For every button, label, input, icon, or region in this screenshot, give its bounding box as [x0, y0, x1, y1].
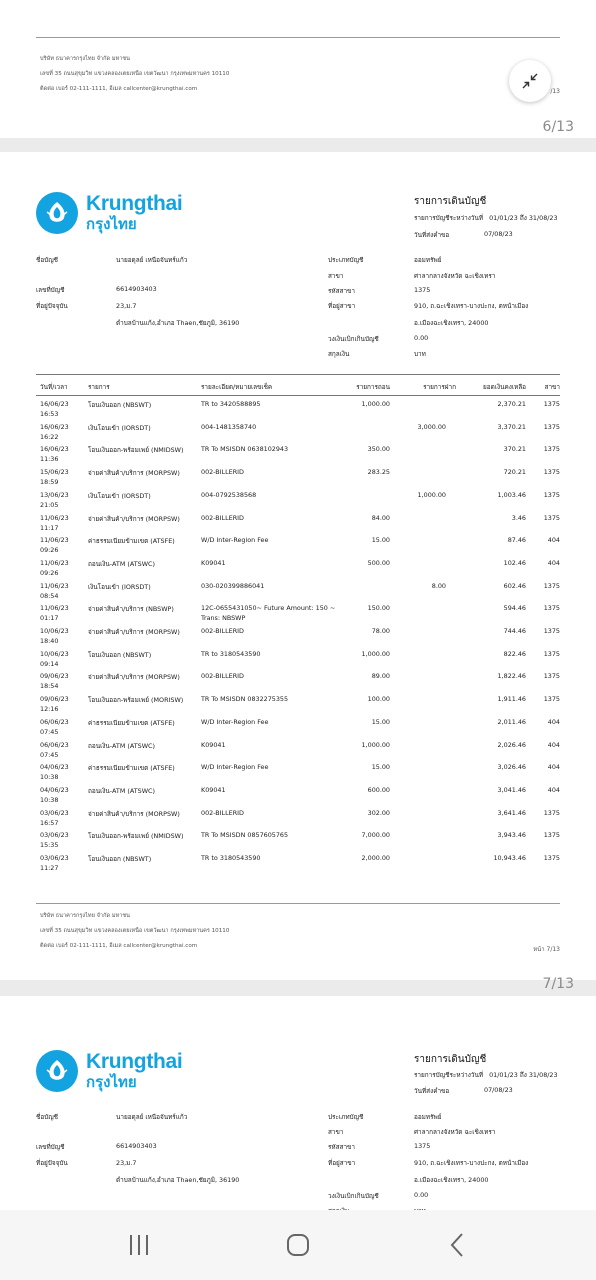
branch-address-line-1: 910, ถ.ฉะเชิงเทรา-บางปะกง, ตหน้าเมือง: [414, 1159, 529, 1167]
branch-code-label: รหัสสาขา: [328, 1143, 355, 1151]
cell-date: 11/06/23: [40, 513, 69, 522]
address-label: ที่อยู่ปัจจุบัน: [36, 302, 68, 310]
cell-description: ค่าธรรมเนียมข้ามเขต (ATSFE): [88, 764, 175, 773]
footer-address: เลขที่ 35 ถนนสุขุมวิท แขวงคลองเตยเหนือ เขตวัฒนา กรุงเทพมหานคร 10110: [40, 71, 230, 77]
cell-branch: 1375: [543, 445, 560, 454]
cell-balance: 602.46: [503, 581, 526, 590]
cell-withdraw: 100.00: [367, 695, 390, 704]
cell-branch: 1375: [543, 490, 560, 499]
account-name-label: ชื่อบัญชี: [36, 256, 59, 264]
account-number-label: เลขที่บัญชี: [36, 1143, 65, 1151]
cell-balance: 3,026.46: [497, 763, 526, 772]
period-value: 01/01/23 ถึง 31/08/23: [489, 214, 558, 222]
cell-date: 03/06/23: [40, 854, 69, 862]
bird-emblem-icon: [36, 192, 78, 234]
cell-branch: 1375: [543, 808, 560, 817]
overdraft-label: วงเงินเบิกเกินบัญชี: [328, 1192, 379, 1200]
cell-balance: 3,641.46: [497, 808, 526, 817]
cell-time: 10:38: [40, 773, 59, 782]
period-value: 01/01/23 ถึง 31/08/23: [489, 1071, 558, 1079]
address-line-1: 23,ม.7: [116, 302, 137, 310]
cell-branch: 404: [547, 740, 560, 749]
request-date-label: วันที่ส่งคำขอ: [414, 231, 450, 239]
address-line-2: ตำบลบ้านแก้ง,อำเภอ Thaen,ชัยภูมิ, 36190: [116, 1176, 240, 1184]
cell-description: จ่ายค่าสินค้า/บริการ (MORPSW): [88, 514, 180, 523]
cell-date: 03/06/23: [40, 831, 69, 840]
cell-branch: 404: [547, 785, 560, 794]
cell-branch: 1375: [543, 627, 560, 635]
logo-text-th: กรุงไทย: [86, 1073, 137, 1091]
currency-label: สกุลเงิน: [328, 350, 350, 358]
cell-description: ถอนเงิน-ATM (ATSWC): [88, 786, 155, 795]
cell-withdraw: 150.00: [367, 604, 390, 613]
cell-detail: W/D Inter-Region Fee: [201, 536, 269, 545]
cell-time: 18:40: [40, 637, 59, 645]
cell-withdraw: 2,000.00: [361, 854, 390, 862]
address-label: ที่อยู่ปัจจุบัน: [36, 1159, 68, 1167]
request-date-value: 07/08/23: [484, 230, 513, 238]
system-navigation-bar: [0, 1210, 596, 1280]
cell-branch: 1375: [543, 604, 560, 613]
cell-time: 15:35: [40, 841, 59, 850]
cell-balance: 370.21: [503, 445, 526, 454]
cell-withdraw: 302.00: [367, 808, 390, 817]
cell-balance: 2,011.46: [497, 717, 526, 726]
cell-withdraw: 350.00: [367, 445, 390, 454]
krungthai-logo: [36, 192, 182, 234]
cell-detail: 002-BILLERID: [201, 672, 244, 681]
collapse-arrows-icon: [521, 72, 539, 90]
cell-withdraw: 1,000.00: [361, 649, 390, 658]
branch-address-line-1: 910, ถ.ฉะเชิงเทรา-บางปะกง, ตหน้าเมือง: [414, 302, 529, 310]
statement-title: รายการเดินบัญชี: [414, 196, 487, 207]
cell-description: ค่าธรรมเนียมข้ามเขต (ATSFE): [88, 718, 175, 727]
footer-contact: ติดต่อ เบอร์ 02-111-1111, อีเมล callcenter@krungthai.com: [40, 86, 198, 92]
account-type-value: ออมทรัพย์: [414, 1113, 442, 1121]
cell-description: โอนเงินออก (NBSWT): [88, 401, 152, 409]
cell-time: 09:14: [40, 659, 59, 668]
page-number-label: หน้า 7/13: [533, 946, 560, 953]
cell-time: 11:36: [40, 455, 59, 464]
cell-date: 11/06/23: [40, 604, 69, 613]
branch-address-line-2: อ.เมืองฉะเชิงเทรา, 24000: [414, 1176, 489, 1184]
footer-divider: [36, 903, 560, 904]
cell-date: 16/06/23: [40, 445, 69, 454]
cell-detail: 002-BILLERID: [201, 468, 244, 477]
cell-balance: 1,003.46: [497, 490, 526, 499]
cell-description: จ่ายค่าสินค้า/บริการ (NBSWP): [88, 605, 174, 614]
cell-withdraw: 15.00: [371, 536, 390, 545]
home-button[interactable]: [268, 1215, 328, 1275]
cell-date: 06/06/23: [40, 740, 69, 749]
col-header-branch: สาขา: [544, 383, 560, 391]
page-counter-6: 6/13: [542, 119, 574, 135]
footer-company: บริษัท ธนาคารกรุงไทย จำกัด มหาชน: [40, 56, 131, 62]
cell-time: 16:22: [40, 432, 59, 441]
cell-balance: 102.46: [503, 558, 526, 567]
account-name-value: นายอดุลย์ เหนือจันทร์แก้ว: [116, 1113, 188, 1121]
page-footer: [40, 909, 560, 954]
cell-detail: TR To MSISDN 0638102943: [201, 445, 289, 454]
cell-date: 11/06/23: [40, 558, 69, 567]
cell-date: 04/06/23: [40, 763, 69, 772]
cell-detail: 004-0792538568: [201, 490, 257, 499]
logo-text-th: กรุงไทย: [86, 215, 137, 233]
cell-description: ถอนเงิน-ATM (ATSWC): [88, 559, 155, 568]
cell-time: 11:27: [40, 864, 59, 872]
branch-address-label: ที่อยู่สาขา: [328, 1159, 356, 1167]
cell-description: โอนเงินออก-พร้อมเพย์ (MORISW): [88, 696, 184, 705]
statement-title: รายการเดินบัญชี: [414, 1054, 487, 1065]
cell-withdraw: 600.00: [367, 785, 390, 794]
cell-detail: TR to 3420588895: [201, 400, 261, 408]
cell-branch: 404: [547, 717, 560, 726]
cell-withdraw: 7,000.00: [361, 831, 390, 840]
cell-balance: 3,943.46: [497, 831, 526, 840]
cell-date: 15/06/23: [40, 468, 69, 477]
branch-value: ศาลากลางจังหวัด ฉะเชิงเทรา: [414, 272, 496, 280]
period-label: รายการบัญชีระหว่างวันที่: [414, 1071, 484, 1079]
cell-time: 09:26: [40, 568, 59, 577]
branch-address-label: ที่อยู่สาขา: [328, 302, 356, 310]
cell-date: 09/06/23: [40, 695, 69, 704]
col-header-detail: รายละเอียด/หมายเลขเช็ค: [201, 383, 273, 391]
cell-balance: 1,822.46: [497, 672, 526, 681]
cell-deposit: 1,000.00: [417, 490, 446, 499]
cell-balance: 822.46: [503, 649, 526, 658]
cell-date: 13/06/23: [40, 490, 69, 499]
cell-withdraw: 84.00: [371, 513, 390, 522]
cell-description: ค่าธรรมเนียมข้ามเขต (ATSFE): [88, 537, 175, 546]
account-type-label: ประเภทบัญชี: [328, 256, 364, 264]
cell-description: โอนเงินออก-พร้อมเพย์ (NMIDSW): [88, 446, 184, 455]
cell-time: 10:38: [40, 795, 59, 804]
cell-branch: 1375: [543, 422, 560, 431]
cell-time: 21:05: [40, 500, 59, 509]
branch-value: ศาลากลางจังหวัด ฉะเชิงเทรา: [414, 1128, 496, 1136]
cell-description: เงินโอนเข้า (IORSDT): [88, 423, 151, 432]
exit-fullscreen-button[interactable]: [509, 60, 551, 102]
footer-divider: [36, 37, 560, 38]
cell-description: โอนเงินออก-พร้อมเพย์ (NMIDSW): [88, 832, 184, 841]
table-header-divider: [36, 395, 560, 396]
logo-text-en: Krungthai: [86, 1050, 183, 1073]
cell-time: 07:45: [40, 727, 59, 736]
page-footer: [40, 52, 560, 97]
cell-branch: 1375: [543, 581, 560, 590]
address-line-1: 23,ม.7: [116, 1159, 137, 1167]
cell-branch: 1375: [543, 695, 560, 704]
cell-branch: 404: [547, 536, 560, 545]
cell-withdraw: 1,000.00: [361, 740, 390, 749]
branch-label: สาขา: [328, 1128, 344, 1136]
cell-detail: K09041: [201, 785, 226, 794]
cell-description: จ่ายค่าสินค้า/บริการ (MORPSW): [88, 628, 180, 636]
overdraft-value: 0.00: [414, 334, 429, 342]
cell-detail: TR to 3180543590: [201, 854, 261, 862]
account-number-value: 6614903403: [116, 285, 157, 293]
cell-date: 11/06/23: [40, 536, 69, 545]
cell-description: จ่ายค่าสินค้า/บริการ (MORPSW): [88, 673, 180, 682]
cell-date: 06/06/23: [40, 717, 69, 726]
page-number-label: /13: [550, 88, 560, 95]
cell-balance: 594.46: [503, 604, 526, 613]
account-type-value: ออมทรัพย์: [414, 256, 442, 264]
cell-time: 09:26: [40, 546, 59, 555]
account-number-label: เลขที่บัญชี: [36, 286, 65, 294]
home-icon: [285, 1232, 311, 1258]
cell-withdraw: 500.00: [367, 558, 390, 567]
back-button[interactable]: [427, 1215, 487, 1275]
request-date-value: 07/08/23: [484, 1086, 513, 1094]
cell-description: เงินโอนเข้า (IORSDT): [88, 582, 151, 591]
back-arrow-icon: [447, 1232, 467, 1258]
col-header-balance: ยอดเงินคงเหลือ: [483, 383, 526, 391]
cell-branch: 1375: [543, 672, 560, 681]
cell-detail: 030-020399886041: [201, 581, 265, 590]
cell-detail: TR To MSISDN 0832275355: [201, 695, 289, 704]
col-header-date: วันที่/เวลา: [40, 383, 68, 391]
footer-company: บริษัท ธนาคารกรุงไทย จำกัด มหาชน: [40, 913, 131, 919]
recent-apps-button[interactable]: [109, 1215, 169, 1275]
branch-code-value: 1375: [414, 286, 431, 294]
cell-detail: K09041: [201, 558, 226, 567]
col-header-description: รายการ: [88, 383, 110, 391]
pdf-page-6: [0, 0, 596, 138]
cell-time: 08:54: [40, 591, 59, 600]
cell-time: 01:17: [40, 614, 59, 623]
cell-date: 03/06/23: [40, 808, 69, 817]
cell-time: 16:53: [40, 410, 59, 418]
krungthai-logo: [36, 1050, 182, 1092]
branch-label: สาขา: [328, 272, 344, 280]
page-counter-7: 7/13: [542, 976, 574, 992]
cell-detail: 12C-0655431050~ Future Amount: 150 ~: [201, 604, 336, 613]
cell-date: 09/06/23: [40, 672, 69, 681]
statement-period: [414, 1070, 558, 1080]
overdraft-label: วงเงินเบิกเกินบัญชี: [328, 335, 379, 343]
cell-withdraw: 283.25: [367, 468, 390, 477]
cell-detail: 002-BILLERID: [201, 808, 244, 817]
cell-date: 16/06/23: [40, 422, 69, 431]
cell-description: จ่ายค่าสินค้า/บริการ (MORPSW): [88, 809, 180, 818]
cell-description: เงินโอนเข้า (IORSDT): [88, 491, 151, 500]
table-top-divider: [36, 374, 560, 375]
cell-time: 18:59: [40, 478, 59, 487]
cell-detail: TR to 3180543590: [201, 649, 261, 658]
cell-branch: 1375: [543, 831, 560, 840]
cell-branch: 404: [547, 558, 560, 567]
account-type-label: ประเภทบัญชี: [328, 1113, 364, 1121]
cell-time: 18:54: [40, 682, 59, 691]
cell-withdraw: 15.00: [371, 763, 390, 772]
pdf-page-7: [0, 152, 596, 980]
cell-branch: 1375: [543, 400, 560, 408]
cell-time: 11:17: [40, 523, 59, 532]
cell-time: 16:57: [40, 818, 59, 827]
account-name-label: ชื่อบัญชี: [36, 1113, 59, 1121]
cell-branch: 404: [547, 763, 560, 772]
bird-emblem-icon: [36, 1050, 78, 1092]
cell-description: โอนเงินออก (NBSWT): [88, 650, 152, 659]
cell-time: 07:45: [40, 750, 59, 759]
cell-withdraw: 89.00: [371, 672, 390, 681]
cell-date: 16/06/23: [40, 400, 69, 408]
currency-value: บาท: [414, 350, 426, 358]
cell-detail: 002-BILLERID: [201, 627, 244, 635]
cell-balance: 87.46: [507, 536, 526, 545]
cell-time: 12:16: [40, 705, 59, 714]
col-header-deposit: รายการฝาก: [423, 383, 456, 391]
cell-branch: 1375: [543, 854, 560, 862]
address-line-2: ตำบลบ้านแก้ง,อำเภอ Thaen,ชัยภูมิ, 36190: [116, 319, 240, 327]
cell-detail-line-2: Trans: NBSWP: [201, 614, 246, 623]
cell-balance: 10,943.46: [493, 854, 526, 862]
col-header-withdraw: รายการถอน: [356, 383, 390, 391]
cell-detail: TR To MSISDN 0857605765: [201, 831, 289, 840]
cell-balance: 2,370.21: [497, 400, 526, 408]
cell-branch: 1375: [543, 513, 560, 522]
request-date-label: วันที่ส่งคำขอ: [414, 1087, 450, 1095]
account-number-value: 6614903403: [116, 1142, 157, 1150]
cell-withdraw: 1,000.00: [361, 400, 390, 408]
cell-detail: W/D Inter-Region Fee: [201, 763, 269, 772]
branch-code-label: รหัสสาขา: [328, 287, 355, 295]
statement-period: [414, 213, 558, 223]
cell-description: โอนเงินออก (NBSWT): [88, 855, 152, 863]
cell-date: 11/06/23: [40, 581, 69, 590]
cell-withdraw: 15.00: [371, 717, 390, 726]
branch-code-value: 1375: [414, 1142, 431, 1150]
recent-apps-icon: [127, 1233, 151, 1257]
footer-address: เลขที่ 35 ถนนสุขุมวิท แขวงคลองเตยเหนือ เขตวัฒนา กรุงเทพมหานคร 10110: [40, 928, 230, 934]
cell-branch: 1375: [543, 649, 560, 658]
logo-text-en: Krungthai: [86, 192, 183, 215]
cell-deposit: 3,000.00: [417, 422, 446, 431]
cell-detail: W/D Inter-Region Fee: [201, 717, 269, 726]
cell-deposit: 8.00: [431, 581, 446, 590]
cell-date: 10/06/23: [40, 649, 69, 658]
cell-branch: 1375: [543, 468, 560, 477]
cell-balance: 3.46: [511, 513, 526, 522]
cell-balance: 3,041.46: [497, 785, 526, 794]
cell-balance: 3,370.21: [497, 422, 526, 431]
cell-description: จ่ายค่าสินค้า/บริการ (MORPSW): [88, 469, 180, 478]
account-name-value: นายอดุลย์ เหนือจันทร์แก้ว: [116, 256, 188, 264]
cell-withdraw: 78.00: [371, 627, 390, 635]
cell-balance: 1,911.46: [497, 695, 526, 704]
cell-detail: 004-1481358740: [201, 422, 257, 431]
cell-balance: 2,026.46: [497, 740, 526, 749]
cell-date: 10/06/23: [40, 627, 69, 635]
overdraft-value: 0.00: [414, 1191, 429, 1199]
period-label: รายการบัญชีระหว่างวันที่: [414, 214, 484, 222]
branch-address-line-2: อ.เมืองฉะเชิงเทรา, 24000: [414, 319, 489, 327]
cell-detail: 002-BILLERID: [201, 513, 244, 522]
cell-description: ถอนเงิน-ATM (ATSWC): [88, 741, 155, 750]
cell-balance: 720.21: [503, 468, 526, 477]
cell-detail: K09041: [201, 740, 226, 749]
footer-contact: ติดต่อ เบอร์ 02-111-1111, อีเมล callcenter@krungthai.com: [40, 943, 198, 949]
cell-date: 04/06/23: [40, 785, 69, 794]
cell-balance: 744.46: [503, 627, 526, 635]
